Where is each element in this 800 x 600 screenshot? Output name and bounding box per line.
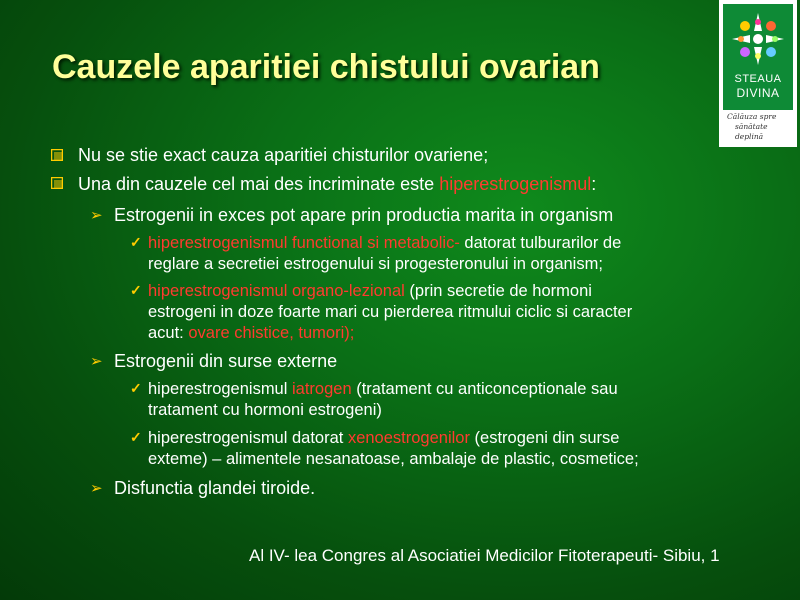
text-run: (prin secretie de hormoni bbox=[404, 282, 592, 300]
sub-sub-bullet-text-continued: estrogeni in doze foarte mari cu pierderea ritmului ciclic si caracter bbox=[148, 303, 633, 321]
sub-bullet-text: Estrogenii din surse externe bbox=[114, 351, 338, 371]
bullet-text: Nu se stie exact cauza aparitiei chisturilor ovariene; bbox=[78, 145, 489, 165]
sub-sub-bullet-text bbox=[148, 380, 618, 399]
text-run: hiperestrogenismul datorat bbox=[148, 429, 348, 447]
highlight-term: hiperestrogenismul organo-lezional bbox=[148, 282, 405, 300]
sub-bullet-text: Disfunctia glandei tiroide. bbox=[114, 478, 316, 498]
highlight-term: ovare chistice, tumori); bbox=[188, 324, 355, 342]
highlight-term: xenoestrogenilor bbox=[347, 429, 470, 447]
sub-sub-bullet-text bbox=[148, 282, 592, 301]
logo-name-line1: STEAUA bbox=[734, 73, 782, 85]
arrow-bullet-icon: ➢ bbox=[90, 480, 103, 497]
sub-sub-bullet-text-continued: tratament cu hormoni estrogeni) bbox=[148, 401, 382, 419]
text-run: acut: bbox=[148, 324, 189, 342]
highlight-term: hiperestrogenismul functional si metabolic- bbox=[148, 234, 460, 252]
text-run: : bbox=[591, 174, 597, 194]
checkmark-bullet-icon: ✓ bbox=[130, 429, 142, 445]
sub-sub-bullet-text bbox=[148, 234, 621, 253]
logo-name-line2: DIVINA bbox=[736, 86, 780, 100]
sub-sub-bullet-text-continued: reglare a secretiei estrogenului si progesteronului in organism; bbox=[148, 255, 603, 273]
logo-tagline-line2: sănătate deplină bbox=[735, 122, 768, 141]
checkmark-bullet-icon: ✓ bbox=[130, 282, 142, 298]
bullet-text bbox=[78, 174, 596, 195]
text-run: (estrogeni din surse bbox=[469, 429, 620, 447]
arrow-bullet-icon: ➢ bbox=[90, 207, 103, 224]
text-run: Una din cauzele cel mai des incriminate este bbox=[78, 174, 440, 194]
logo-tagline-line1: Călăuza spre bbox=[727, 112, 777, 121]
checkmark-bullet-icon: ✓ bbox=[130, 380, 142, 396]
sub-sub-bullet-text bbox=[148, 429, 619, 448]
square-bullet-icon bbox=[51, 177, 63, 189]
arrow-bullet-icon: ➢ bbox=[90, 353, 103, 370]
checkmark-bullet-icon: ✓ bbox=[130, 234, 142, 250]
text-run: hiperestrogenismul bbox=[148, 380, 292, 398]
text-run: (tratament cu anticonceptionale sau bbox=[351, 380, 618, 398]
text-run: datorat tulburarilor de bbox=[459, 234, 622, 252]
square-bullet-icon bbox=[51, 149, 63, 161]
sub-bullet-text: Estrogenii in exces pot apare prin productia marita in organism bbox=[114, 205, 614, 225]
sub-sub-bullet-text-continued bbox=[148, 324, 354, 343]
sub-sub-bullet-text-continued: exteme) – alimentele nesanatoase, ambalaje de plastic, cosmetice; bbox=[148, 450, 639, 468]
slide-footer: Al IV- lea Congres al Asociatiei Medicilor Fitoterapeuti- Sibiu, 1 bbox=[249, 546, 720, 565]
highlight-term: iatrogen bbox=[292, 380, 352, 398]
highlight-term: hiperestrogenismul bbox=[439, 174, 592, 194]
slide-title: Cauzele aparitiei chistului ovarian bbox=[52, 48, 600, 86]
